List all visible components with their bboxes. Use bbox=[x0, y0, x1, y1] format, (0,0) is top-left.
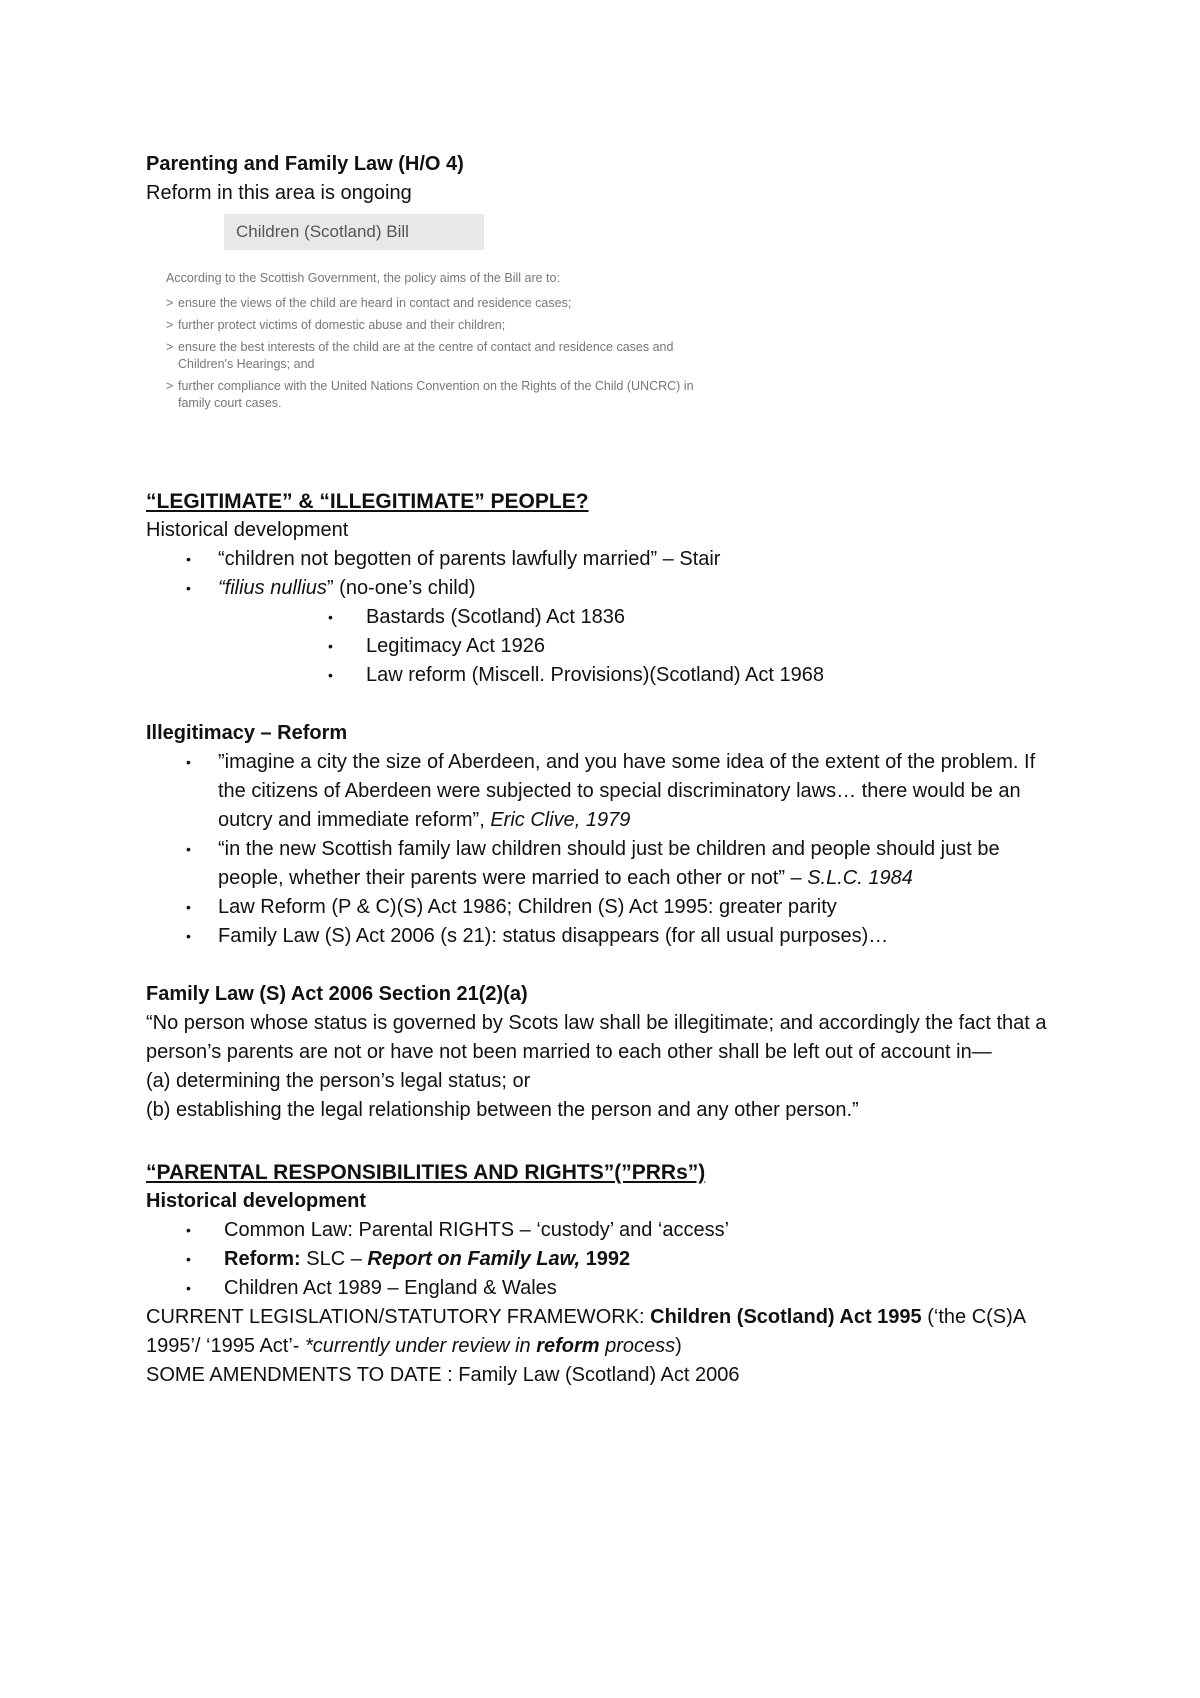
legitimacy-list bbox=[146, 545, 1066, 603]
list-item: • Law reform (Miscell. Provisions)(Scotland) Act 1968 bbox=[146, 661, 1066, 690]
reform-heading: Illegitimacy – Reform bbox=[146, 722, 348, 744]
current-legislation: CURRENT LEGISLATION/STATUTORY FRAMEWORK: Children (Scotland) Act 1995 (‘the C(S)A 1995’/ ‘1995 Act’- *currently under review in reform process) bbox=[146, 1306, 1026, 1357]
list-item: > further protect victims of domestic abuse and their children; bbox=[166, 318, 506, 332]
prrs-subheading: Historical development bbox=[146, 1190, 367, 1212]
prrs-heading: “PARENTAL RESPONSIBILITIES AND RIGHTS”(”PRRs”) bbox=[146, 1161, 706, 1184]
list-item: > further compliance with the United Nations Convention on the Rights of the Child (UNCRC) in family court cases. bbox=[166, 379, 694, 410]
section21-b: (b) establishing the legal relationship between the person and any other person.” bbox=[146, 1099, 859, 1121]
list-item: • “in the new Scottish family law children should just be children and people should just be people, whether their parents were married to each other or not” – S.L.C. 1984 bbox=[146, 835, 1066, 893]
list-item: • Law Reform (P & C)(S) Act 1986; Children (S) Act 1995: greater parity bbox=[146, 893, 1066, 922]
bill-image bbox=[146, 214, 706, 412]
bill-aims-list bbox=[166, 295, 706, 412]
bill-title: Children (Scotland) Bill bbox=[224, 214, 484, 250]
bullet-icon: • bbox=[328, 609, 333, 625]
page-subtitle: Reform in this area is ongoing bbox=[146, 182, 412, 204]
chevron-right-icon: > bbox=[166, 340, 174, 354]
amendments: SOME AMENDMENTS TO DATE : Family Law (Scotland) Act 2006 bbox=[146, 1364, 740, 1386]
bullet-icon: • bbox=[328, 638, 333, 654]
bullet-icon: • bbox=[186, 1251, 191, 1267]
reform-list bbox=[146, 748, 1066, 951]
list-item: • ”imagine a city the size of Aberdeen, and you have some idea of the extent of the problem. If the citizens of Aberdeen were subjected to special discriminatory laws… there would be an outcry and immediate reform”, Eric Clive, 1979 bbox=[146, 748, 1066, 835]
prrs-list bbox=[146, 1216, 1066, 1303]
list-item: • “children not begotten of parents lawfully married” – Stair bbox=[146, 545, 1066, 574]
acts-list bbox=[146, 603, 1066, 690]
bullet-icon: • bbox=[186, 754, 191, 770]
legitimacy-subheading: Historical development bbox=[146, 519, 349, 541]
bullet-icon: • bbox=[186, 580, 191, 596]
bullet-icon: • bbox=[328, 667, 333, 683]
list-item: • Children Act 1989 – England & Wales bbox=[146, 1274, 1066, 1303]
bill-intro: According to the Scottish Government, the policy aims of the Bill are to: bbox=[166, 271, 560, 285]
section21-heading: Family Law (S) Act 2006 Section 21(2)(a) bbox=[146, 983, 528, 1005]
list-item: • Common Law: Parental RIGHTS – ‘custody’ and ‘access’ bbox=[146, 1216, 1066, 1245]
chevron-right-icon: > bbox=[166, 379, 174, 393]
bullet-icon: • bbox=[186, 928, 191, 944]
list-item: > ensure the views of the child are heard in contact and residence cases; bbox=[166, 296, 572, 310]
list-item: • Bastards (Scotland) Act 1836 bbox=[146, 603, 1066, 632]
section21-a: (a) determining the person’s legal status; or bbox=[146, 1070, 531, 1092]
document-page bbox=[146, 150, 1066, 1390]
list-item: • “filius nullius” (no-one’s child) bbox=[146, 574, 1066, 603]
bullet-icon: • bbox=[186, 1222, 191, 1238]
list-item: • Reform: SLC – Report on Family Law, 1992 bbox=[146, 1245, 1066, 1274]
section21-text: “No person whose status is governed by Scots law shall be illegitimate; and accordingly the fact that a person’s parents are not or have not been married to each other shall be left out of account in— bbox=[146, 1012, 1047, 1063]
chevron-right-icon: > bbox=[166, 296, 174, 310]
list-item: > ensure the best interests of the child are at the centre of contact and residence cases and Children's Hearings; and bbox=[166, 340, 674, 371]
legitimacy-heading: “LEGITIMATE” & “ILLEGITIMATE” PEOPLE? bbox=[146, 490, 589, 513]
list-item: • Legitimacy Act 1926 bbox=[146, 632, 1066, 661]
bullet-icon: • bbox=[186, 551, 191, 567]
page-title: Parenting and Family Law (H/O 4) bbox=[146, 153, 464, 175]
chevron-right-icon: > bbox=[166, 318, 174, 332]
list-item: • Family Law (S) Act 2006 (s 21): status disappears (for all usual purposes)… bbox=[146, 922, 1066, 951]
bullet-icon: • bbox=[186, 899, 191, 915]
bullet-icon: • bbox=[186, 1280, 191, 1296]
bullet-icon: • bbox=[186, 841, 191, 857]
